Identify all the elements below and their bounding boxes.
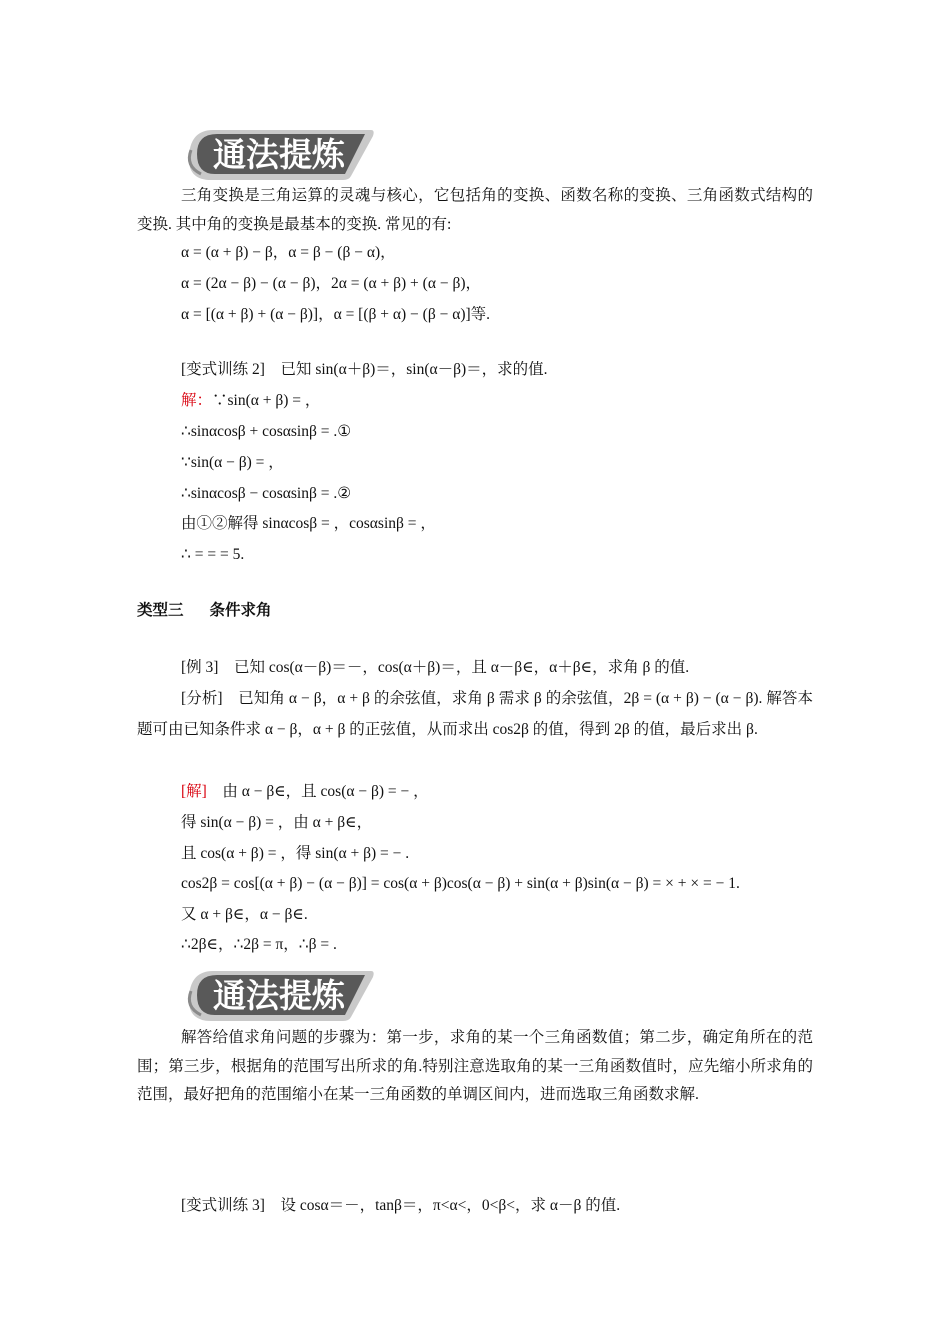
formula-line-1: α = (α + β) − β，α = β − (β − α)， (181, 244, 396, 261)
section-heading (137, 601, 272, 621)
section2-text: 解答给值求角问题的步骤为：第一步，求角的某一个三角函数值；第二步，确定角所在的范围；第三步，根据角的范围写出所求的角.特别注意选取角的某一三角函数值时，应先缩小所求角的范围，最好把角的范围缩小在某一三角函数的单调区间内，进而选取三角函数求解. (137, 1029, 813, 1103)
section-heading-title: 条件求角 (209, 602, 272, 619)
badge-label: 通法提炼 (213, 135, 345, 174)
example3-solution-line-6: ∴2β∈，∴2β = π，∴β = . (181, 936, 337, 953)
example3-solution-text: 由 α − β∈，且 cos(α − β) = − ， (206, 783, 429, 800)
example3-solution-tag: [解] (181, 783, 207, 800)
exercise3-text: 设 cosα＝－，tanβ＝，π<α<，0<β<，求 α－β 的值. (264, 1197, 621, 1214)
method-summary-badge (183, 124, 379, 182)
example3-solution-line-3: 且 cos(α + β) = ，得 sin(α + β) = − . (181, 845, 410, 862)
formula-line-3: α = [(α + β) + (α − β)]，α = [(β + α) − (β − α)]等. (181, 306, 491, 323)
example3-analysis (137, 684, 813, 745)
badge-graphic (183, 124, 379, 182)
exercise2-tag: [变式训练 2] (181, 361, 265, 378)
example3-solution-line-2: 得 sin(α − β) = ，由 α + β∈， (181, 814, 373, 831)
exercise2-solution-line-1 (181, 391, 320, 411)
example3-text: 已知 cos(α－β)＝－，cos(α＋β)＝，且 α－β∈，α＋β∈，求角 β 的值. (218, 659, 690, 676)
exercise3-question (181, 1196, 620, 1216)
exercise2-text: 已知 sin(α＋β)＝，sin(α－β)＝，求的值. (264, 361, 548, 378)
example3-solution-line-1 (181, 782, 429, 802)
method-summary-badge-2 (183, 965, 379, 1023)
exercise2-question (181, 360, 548, 380)
exercise3-tag: [变式训练 3] (181, 1197, 265, 1214)
exercise2-solution-line-2: ∴sinαcosβ + cosαsinβ = .① (181, 423, 352, 440)
analysis-text: 已知角 α − β，α + β 的余弦值，求角 β 需求 β 的余弦值，2β = (α + β) − (α − β). 解答本题可由已知条件求 α − β，α + β 的正弦值，从而求出 cos2β 的值，得到 2β 的值，最后求出 β. (137, 690, 813, 738)
example3-question (181, 658, 689, 678)
badge-label-2: 通法提炼 (213, 976, 345, 1015)
example3-solution-line-4: cos2β = cos[(α + β) − (α − β)] = cos(α + β)cos(α − β) + sin(α + β)sin(α − β) = × + × = − 1. (181, 875, 740, 892)
solution-label: 解： (181, 392, 213, 409)
solution-text: ∵sin(α + β) = ， (212, 392, 321, 409)
section-heading-label: 类型三 (137, 602, 184, 619)
exercise2-solution-line-6: ∴ = = = 5. (181, 546, 245, 563)
exercise2-solution-line-3: ∵sin(α − β) = ， (181, 454, 284, 471)
analysis-tag: [分析] (181, 690, 223, 707)
formula-line-2: α = (2α − β) − (α − β)，2α = (α + β) + (α − β)， (181, 275, 481, 292)
example3-tag: [例 3] (181, 659, 219, 676)
exercise2-solution-line-5: 由①②解得 sinαcosβ = ，cosαsinβ = ， (181, 515, 436, 532)
example3-solution-line-5: 又 α + β∈，α − β∈. (181, 906, 308, 923)
badge-graphic-2 (183, 965, 379, 1023)
exercise2-solution-line-4: ∴sinαcosβ − cosαsinβ = .② (181, 485, 352, 502)
section1-intro: 三角变换是三角运算的灵魂与核心，它包括角的变换、函数名称的变换、三角函数式结构的变换. 其中角的变换是最基本的变换. 常见的有: (137, 187, 813, 233)
